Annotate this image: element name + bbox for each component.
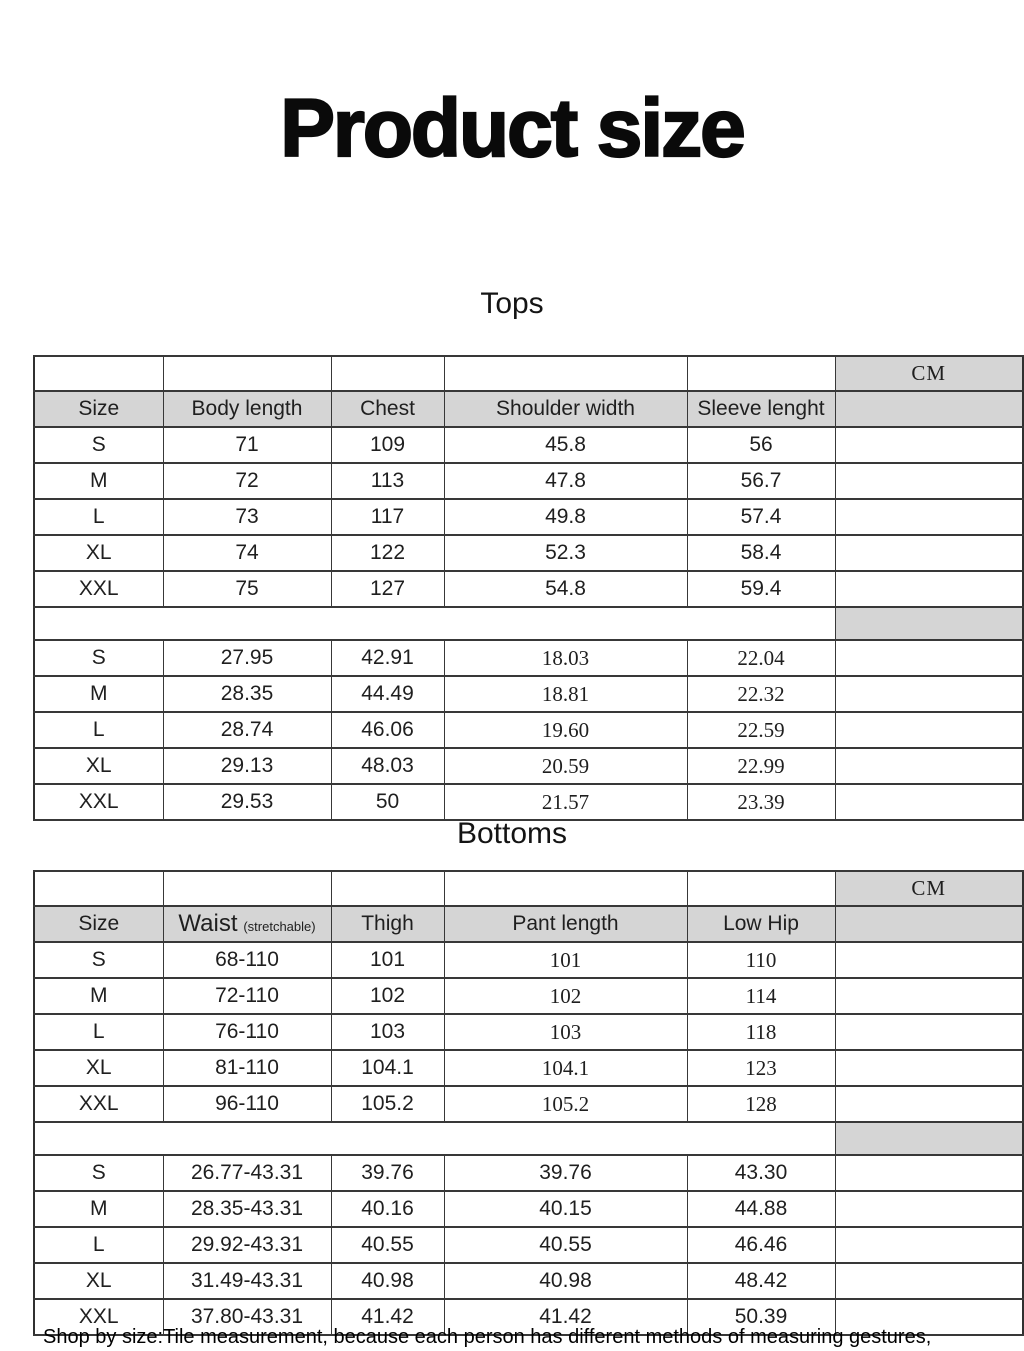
empty-cell bbox=[835, 571, 1023, 607]
value-cell: 127 bbox=[331, 571, 444, 607]
empty-cell bbox=[835, 499, 1023, 535]
table-row bbox=[34, 1227, 1023, 1263]
value-cell: 52.3 bbox=[444, 535, 687, 571]
table-row bbox=[34, 676, 1023, 712]
size-cell: XXL bbox=[34, 571, 163, 607]
empty-cell bbox=[835, 535, 1023, 571]
column-header-waist bbox=[163, 906, 331, 942]
empty-cell bbox=[835, 1263, 1023, 1299]
empty-cell bbox=[835, 676, 1023, 712]
empty-cell bbox=[835, 1227, 1023, 1263]
column-header-size: Size bbox=[34, 391, 163, 427]
size-cell: S bbox=[34, 640, 163, 676]
empty-cell bbox=[835, 427, 1023, 463]
value-cell: 110 bbox=[687, 942, 835, 978]
empty-cell bbox=[835, 784, 1023, 820]
value-cell: 19.60 bbox=[444, 712, 687, 748]
value-cell: 128 bbox=[687, 1086, 835, 1122]
value-cell: 104.1 bbox=[444, 1050, 687, 1086]
table-row bbox=[34, 1191, 1023, 1227]
empty-cell bbox=[444, 871, 687, 906]
value-cell: 22.04 bbox=[687, 640, 835, 676]
value-cell: 40.55 bbox=[444, 1227, 687, 1263]
table-row bbox=[34, 712, 1023, 748]
value-cell: 44.88 bbox=[687, 1191, 835, 1227]
value-cell: 72-110 bbox=[163, 978, 331, 1014]
value-cell: 74 bbox=[163, 535, 331, 571]
bottoms-header-row bbox=[34, 906, 1023, 942]
size-cell: S bbox=[34, 427, 163, 463]
column-header-pant-length: Pant length bbox=[444, 906, 687, 942]
value-cell: 102 bbox=[331, 978, 444, 1014]
measurement-disclaimer: Shop by size:Tile measurement, because each person has different methods of measuring gestures, bbox=[43, 1326, 932, 1348]
value-cell: 81-110 bbox=[163, 1050, 331, 1086]
bottoms-section-title: Bottoms bbox=[456, 817, 568, 850]
table-row bbox=[34, 748, 1023, 784]
empty-cell bbox=[687, 356, 835, 391]
size-cell: M bbox=[34, 463, 163, 499]
value-cell: 43.30 bbox=[687, 1155, 835, 1191]
size-cell: M bbox=[34, 676, 163, 712]
table-row bbox=[34, 1155, 1023, 1191]
value-cell: 101 bbox=[444, 942, 687, 978]
bottoms-size-table bbox=[33, 870, 1024, 1336]
value-cell: 29.92-43.31 bbox=[163, 1227, 331, 1263]
table-row bbox=[34, 1086, 1023, 1122]
size-cell: XXL bbox=[34, 1299, 163, 1335]
value-cell: 109 bbox=[331, 427, 444, 463]
value-cell: 48.42 bbox=[687, 1263, 835, 1299]
table-row bbox=[34, 463, 1023, 499]
value-cell: 28.35 bbox=[163, 676, 331, 712]
size-cell: S bbox=[34, 1155, 163, 1191]
bottoms-unit-row bbox=[34, 871, 1023, 906]
value-cell: 46.46 bbox=[687, 1227, 835, 1263]
value-cell: 96-110 bbox=[163, 1086, 331, 1122]
tops-unit-row bbox=[34, 356, 1023, 391]
value-cell: 123 bbox=[687, 1050, 835, 1086]
value-cell: 18.03 bbox=[444, 640, 687, 676]
value-cell: 71 bbox=[163, 427, 331, 463]
waist-stretchable-note: (stretchable) bbox=[243, 919, 316, 934]
value-cell: 104.1 bbox=[331, 1050, 444, 1086]
table-row bbox=[34, 942, 1023, 978]
empty-cell bbox=[34, 871, 163, 906]
value-cell: 28.74 bbox=[163, 712, 331, 748]
value-cell: 31.49-43.31 bbox=[163, 1263, 331, 1299]
bottoms-unit-label: CM bbox=[835, 871, 1023, 906]
value-cell: 105.2 bbox=[444, 1086, 687, 1122]
empty-header-cell bbox=[835, 391, 1023, 427]
table-row bbox=[34, 427, 1023, 463]
value-cell: 50.39 bbox=[687, 1299, 835, 1335]
value-cell: 103 bbox=[331, 1014, 444, 1050]
empty-cell bbox=[835, 640, 1023, 676]
value-cell: 68-110 bbox=[163, 942, 331, 978]
value-cell: 46.06 bbox=[331, 712, 444, 748]
empty-cell bbox=[835, 1155, 1023, 1191]
value-cell: 59.4 bbox=[687, 571, 835, 607]
value-cell: 56.7 bbox=[687, 463, 835, 499]
value-cell: 118 bbox=[687, 1014, 835, 1050]
empty-cell bbox=[163, 871, 331, 906]
value-cell: 47.8 bbox=[444, 463, 687, 499]
table-row bbox=[34, 1014, 1023, 1050]
empty-cell bbox=[687, 871, 835, 906]
value-cell: 41.42 bbox=[331, 1299, 444, 1335]
table-row bbox=[34, 1050, 1023, 1086]
value-cell: 113 bbox=[331, 463, 444, 499]
value-cell: 22.59 bbox=[687, 712, 835, 748]
tops-section-title: Tops bbox=[480, 287, 544, 320]
table-row bbox=[34, 1263, 1023, 1299]
empty-header-cell bbox=[835, 906, 1023, 942]
value-cell: 102 bbox=[444, 978, 687, 1014]
value-cell: 22.99 bbox=[687, 748, 835, 784]
empty-cell bbox=[444, 356, 687, 391]
empty-cell bbox=[835, 1191, 1023, 1227]
empty-cell bbox=[835, 748, 1023, 784]
value-cell: 117 bbox=[331, 499, 444, 535]
table-row bbox=[34, 978, 1023, 1014]
value-cell: 105.2 bbox=[331, 1086, 444, 1122]
value-cell: 26.77-43.31 bbox=[163, 1155, 331, 1191]
value-cell: 18.81 bbox=[444, 676, 687, 712]
size-cell: L bbox=[34, 499, 163, 535]
size-cell: S bbox=[34, 942, 163, 978]
size-cell: XL bbox=[34, 535, 163, 571]
value-cell: 21.57 bbox=[444, 784, 687, 820]
empty-cell bbox=[331, 871, 444, 906]
separator-cell bbox=[34, 1122, 835, 1155]
column-header-chest: Chest bbox=[331, 391, 444, 427]
value-cell: 40.16 bbox=[331, 1191, 444, 1227]
value-cell: 44.49 bbox=[331, 676, 444, 712]
value-cell: 40.15 bbox=[444, 1191, 687, 1227]
size-cell: XXL bbox=[34, 784, 163, 820]
value-cell: 37.80-43.31 bbox=[163, 1299, 331, 1335]
column-header-sleeve-length: Sleeve lenght bbox=[687, 391, 835, 427]
value-cell: 101 bbox=[331, 942, 444, 978]
separator-unit-cell bbox=[835, 607, 1023, 640]
size-cell: L bbox=[34, 1014, 163, 1050]
separator-cell bbox=[34, 607, 835, 640]
column-header-body-length: Body length bbox=[163, 391, 331, 427]
value-cell: 29.13 bbox=[163, 748, 331, 784]
value-cell: 50 bbox=[331, 784, 444, 820]
column-header-thigh: Thigh bbox=[331, 906, 444, 942]
table-row bbox=[34, 640, 1023, 676]
empty-cell bbox=[163, 356, 331, 391]
empty-cell bbox=[835, 1086, 1023, 1122]
waist-label: Waist bbox=[178, 910, 238, 937]
size-cell: M bbox=[34, 1191, 163, 1227]
value-cell: 28.35-43.31 bbox=[163, 1191, 331, 1227]
column-header-shoulder-width: Shoulder width bbox=[444, 391, 687, 427]
value-cell: 56 bbox=[687, 427, 835, 463]
table-row bbox=[34, 499, 1023, 535]
empty-cell bbox=[835, 1050, 1023, 1086]
value-cell: 40.98 bbox=[444, 1263, 687, 1299]
separator-row bbox=[34, 607, 1023, 640]
value-cell: 122 bbox=[331, 535, 444, 571]
separator-row bbox=[34, 1122, 1023, 1155]
empty-cell bbox=[835, 463, 1023, 499]
value-cell: 40.98 bbox=[331, 1263, 444, 1299]
value-cell: 40.55 bbox=[331, 1227, 444, 1263]
value-cell: 75 bbox=[163, 571, 331, 607]
value-cell: 54.8 bbox=[444, 571, 687, 607]
value-cell: 73 bbox=[163, 499, 331, 535]
value-cell: 22.32 bbox=[687, 676, 835, 712]
size-cell: M bbox=[34, 978, 163, 1014]
empty-cell bbox=[835, 1014, 1023, 1050]
value-cell: 48.03 bbox=[331, 748, 444, 784]
table-row bbox=[34, 535, 1023, 571]
size-cell: XL bbox=[34, 1050, 163, 1086]
page-title: Product size bbox=[280, 83, 744, 174]
empty-cell bbox=[331, 356, 444, 391]
value-cell: 45.8 bbox=[444, 427, 687, 463]
value-cell: 49.8 bbox=[444, 499, 687, 535]
value-cell: 57.4 bbox=[687, 499, 835, 535]
column-header-low-hip: Low Hip bbox=[687, 906, 835, 942]
value-cell: 23.39 bbox=[687, 784, 835, 820]
tops-header-row bbox=[34, 391, 1023, 427]
value-cell: 42.91 bbox=[331, 640, 444, 676]
empty-cell bbox=[835, 712, 1023, 748]
empty-cell bbox=[835, 978, 1023, 1014]
tops-unit-label: CM bbox=[835, 356, 1023, 391]
empty-cell bbox=[835, 942, 1023, 978]
table-row bbox=[34, 784, 1023, 820]
tops-size-table bbox=[33, 355, 1024, 821]
value-cell: 58.4 bbox=[687, 535, 835, 571]
value-cell: 103 bbox=[444, 1014, 687, 1050]
value-cell: 39.76 bbox=[444, 1155, 687, 1191]
value-cell: 72 bbox=[163, 463, 331, 499]
size-cell: XXL bbox=[34, 1086, 163, 1122]
value-cell: 114 bbox=[687, 978, 835, 1014]
separator-unit-cell bbox=[835, 1122, 1023, 1155]
value-cell: 20.59 bbox=[444, 748, 687, 784]
value-cell: 27.95 bbox=[163, 640, 331, 676]
size-cell: XL bbox=[34, 748, 163, 784]
value-cell: 39.76 bbox=[331, 1155, 444, 1191]
empty-cell bbox=[34, 356, 163, 391]
table-row bbox=[34, 571, 1023, 607]
size-cell: L bbox=[34, 712, 163, 748]
value-cell: 76-110 bbox=[163, 1014, 331, 1050]
size-cell: L bbox=[34, 1227, 163, 1263]
column-header-size: Size bbox=[34, 906, 163, 942]
value-cell: 41.42 bbox=[444, 1299, 687, 1335]
size-cell: XL bbox=[34, 1263, 163, 1299]
value-cell: 29.53 bbox=[163, 784, 331, 820]
